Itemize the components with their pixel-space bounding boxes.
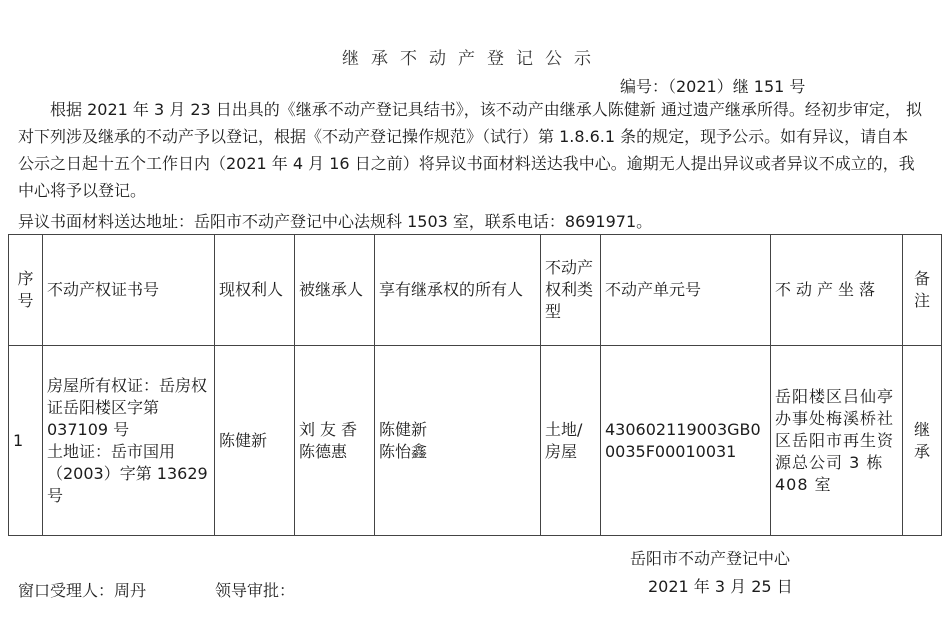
header-decedent: 被继承人 (295, 235, 375, 346)
notice-title: 继承不动产登记公示 (342, 49, 603, 69)
registration-table (8, 234, 942, 536)
header-heirs: 享有继承权的所有人 (375, 235, 541, 346)
cell-right-type: 土地/房屋 (541, 346, 601, 536)
objection-address: 异议书面材料送达地址：岳阳市不动产登记中心法规科 1503 室，联系电话：8691971。 (18, 212, 653, 231)
table-row (9, 346, 942, 536)
cell-heirs (375, 346, 541, 536)
notice-paragraph: 根据 2021 年 3 月 23 日出具的《继承不动产登记具结书》，该不动产由继承人陈健新 通过遗产继承所得。经初步审定， 拟对下列涉及继承的不动产予以登记，根据《不动产登记操作规范》（试行）第 1.8.6.1 条的规定，现予公示。如有异议，请自本公示之日起十五个工作日内（2021 年 4 月 16 日之前）将异议书面材料送达我中心。逾期无人提出异议或者异议不成立的，我中心将予以登记。 (18, 100, 922, 200)
header-seq: 序号 (9, 235, 43, 346)
cell-decedent (295, 346, 375, 536)
cell-seq: 1 (9, 346, 43, 536)
header-right-type: 不动产权利类型 (541, 235, 601, 346)
cert-house: 房屋所有权证：岳房权证岳阳楼区字第 037109 号 (47, 375, 208, 439)
issue-date: 2021 年 3 月 25 日 (648, 577, 793, 596)
issuing-organization: 岳阳市不动产登记中心 (630, 549, 791, 568)
header-unit-no: 不动产单元号 (601, 235, 771, 346)
header-cert-no: 不动产权证书号 (43, 235, 215, 346)
document-number: 编号：（2021）继 151 号 (620, 77, 806, 96)
leader-review: 领导审批： (215, 581, 296, 600)
decedent-2: 陈德惠 (299, 441, 348, 461)
cell-current-holder: 陈健新 (215, 346, 295, 536)
header-current-holder: 现权利人 (215, 235, 295, 346)
cell-remark: 继承 (903, 346, 942, 536)
cell-cert-no (43, 346, 215, 536)
table-header-row (9, 235, 942, 346)
cert-land: 土地证：岳市国用（2003）字第 13629 号 (47, 441, 208, 505)
decedent-1: 刘友香 (299, 419, 363, 439)
header-remark: 备注 (903, 235, 942, 346)
header-location: 不动产坐落 (771, 235, 903, 346)
cell-location: 岳阳楼区吕仙亭办事处梅溪桥社区岳阳市再生资源总公司 3 栋 408 室 (771, 346, 903, 536)
heir-2: 陈怡鑫 (379, 441, 428, 461)
window-receiver: 窗口受理人：周丹 (18, 581, 147, 600)
heir-1: 陈健新 (379, 419, 428, 439)
cell-unit-no: 430602119003GB00035F00010031 (601, 346, 771, 536)
